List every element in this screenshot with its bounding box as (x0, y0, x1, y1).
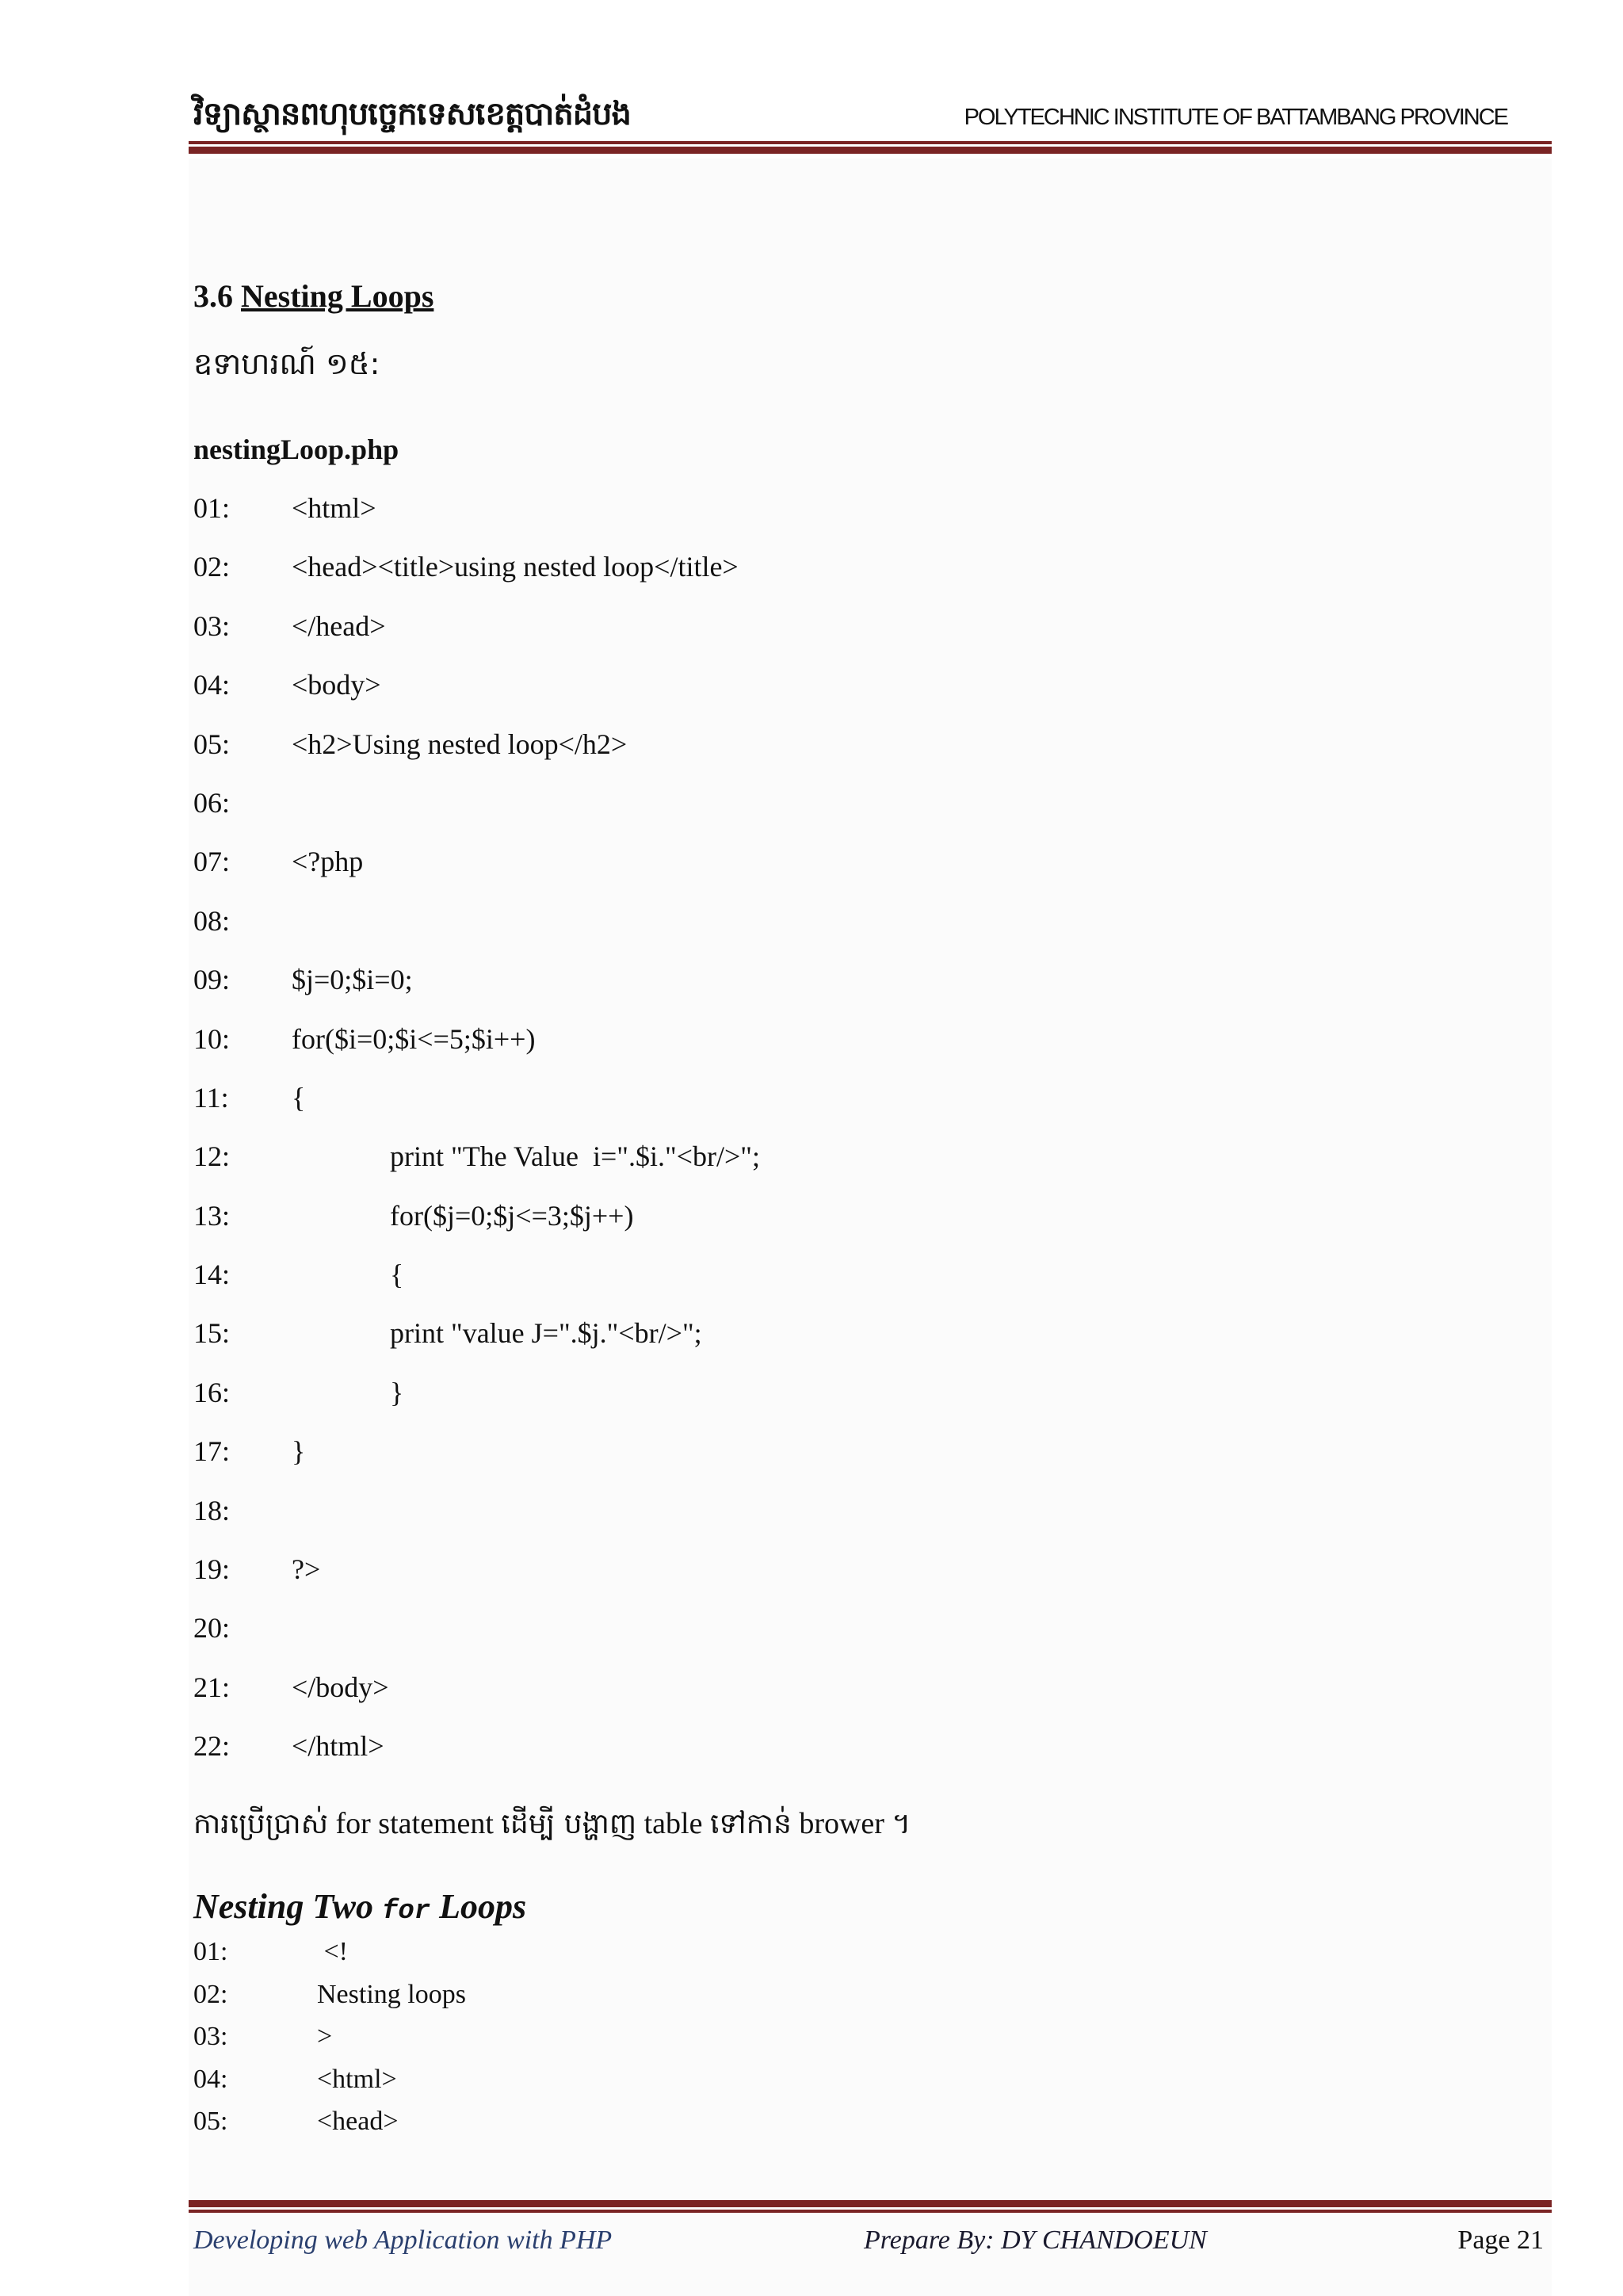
line-number: 10: (193, 1022, 231, 1055)
line-number: 03: (193, 2022, 228, 2052)
header-rule-thick (189, 147, 1552, 154)
line-number: 06: (193, 786, 231, 819)
line-code: <html> (317, 2064, 397, 2094)
line-code: print "value J=".$j."<br/>"; (390, 1317, 702, 1350)
line-code: for($j=0;$j<=3;$j++) (390, 1199, 634, 1232)
line-code: </html> (292, 1730, 384, 1763)
line-code: > (317, 2022, 333, 2052)
line-code: <! (317, 1937, 348, 1966)
header-institute-khmer: វិទ្យាស្ថានពហុបច្ចេកទេសខេត្តបាត់ដំបង (193, 96, 631, 132)
line-code: { (390, 1259, 404, 1291)
note-khmer-2: ដើម្បី បង្ហាញ (501, 1808, 637, 1840)
line-code: ?> (292, 1553, 321, 1586)
subsection-title-code: for (381, 1897, 431, 1927)
header-institute-english: POLYTECHNIC INSTITUTE OF BATTAMBANG PROVINCE (964, 105, 1507, 130)
line-number: 08: (193, 904, 231, 937)
line-number: 21: (193, 1671, 231, 1703)
line-code: } (390, 1376, 404, 1408)
line-code: <?php (292, 846, 364, 878)
line-number: 05: (193, 2107, 228, 2137)
line-number: 15: (193, 1317, 231, 1350)
note-khmer-3: ទៅកាន់ (709, 1808, 792, 1840)
line-code: $j=0;$i=0; (292, 964, 413, 996)
file-name: nestingLoop.php (193, 434, 399, 465)
line-number: 17: (193, 1435, 231, 1468)
line-code: <head> (317, 2107, 399, 2137)
footer-author: Prepare By: DY CHANDOEUN (864, 2225, 1207, 2255)
line-number: 04: (193, 669, 231, 701)
note-english-1: for statement (335, 1807, 494, 1840)
line-code: <h2>Using nested loop</h2> (292, 728, 628, 760)
note-khmer-1: ការប្រើប្រាស់ (193, 1808, 328, 1840)
subsection-heading (193, 1886, 526, 1927)
line-number: 05: (193, 728, 231, 760)
line-code: { (292, 1081, 306, 1114)
line-number: 02: (193, 551, 231, 583)
line-number: 01: (193, 1937, 228, 1966)
footer-rule-thin (189, 2210, 1552, 2213)
line-number: 16: (193, 1376, 231, 1408)
usage-note (193, 1805, 911, 1847)
line-number: 14: (193, 1259, 231, 1291)
line-code: <head><title>using nested loop</title> (292, 551, 739, 583)
line-code: <body> (292, 669, 381, 701)
line-number: 11: (193, 1081, 229, 1114)
line-number: 19: (193, 1553, 231, 1586)
example-label: ឧទាហរណ៍ ១៥: (193, 346, 380, 381)
line-number: 09: (193, 964, 231, 996)
line-code: </head> (292, 609, 386, 642)
section-heading (193, 277, 433, 315)
line-number: 13: (193, 1199, 231, 1232)
line-code: </body> (292, 1671, 389, 1703)
note-end-mark: ។ (892, 1808, 911, 1840)
line-number: 02: (193, 1979, 228, 2009)
note-english-3: brower (799, 1807, 884, 1840)
line-number: 18: (193, 1494, 231, 1526)
line-number: 03: (193, 609, 231, 642)
line-number: 01: (193, 492, 231, 524)
line-code: <html> (292, 492, 376, 524)
section-number: 3.6 (193, 278, 233, 314)
line-number: 20: (193, 1612, 231, 1645)
footer-rule-thick (189, 2200, 1552, 2207)
section-title: Nesting Loops (241, 278, 434, 314)
note-english-2: table (643, 1807, 703, 1840)
line-number: 12: (193, 1140, 231, 1173)
subsection-title-part1: Nesting Two (193, 1887, 373, 1926)
footer-page-number: Page 21 (1457, 2225, 1544, 2255)
footer-course-title: Developing web Application with PHP (193, 2225, 613, 2255)
line-code: } (292, 1435, 306, 1468)
subsection-title-part2: Loops (439, 1887, 527, 1926)
header-rule-thin (189, 141, 1552, 144)
line-code: Nesting loops (317, 1979, 466, 2009)
line-code: print "The Value i=".$i."<br/>"; (390, 1140, 760, 1173)
line-number: 22: (193, 1730, 231, 1763)
line-code: for($i=0;$i<=5;$i++) (292, 1022, 536, 1055)
line-number: 07: (193, 846, 231, 878)
line-number: 04: (193, 2064, 228, 2094)
